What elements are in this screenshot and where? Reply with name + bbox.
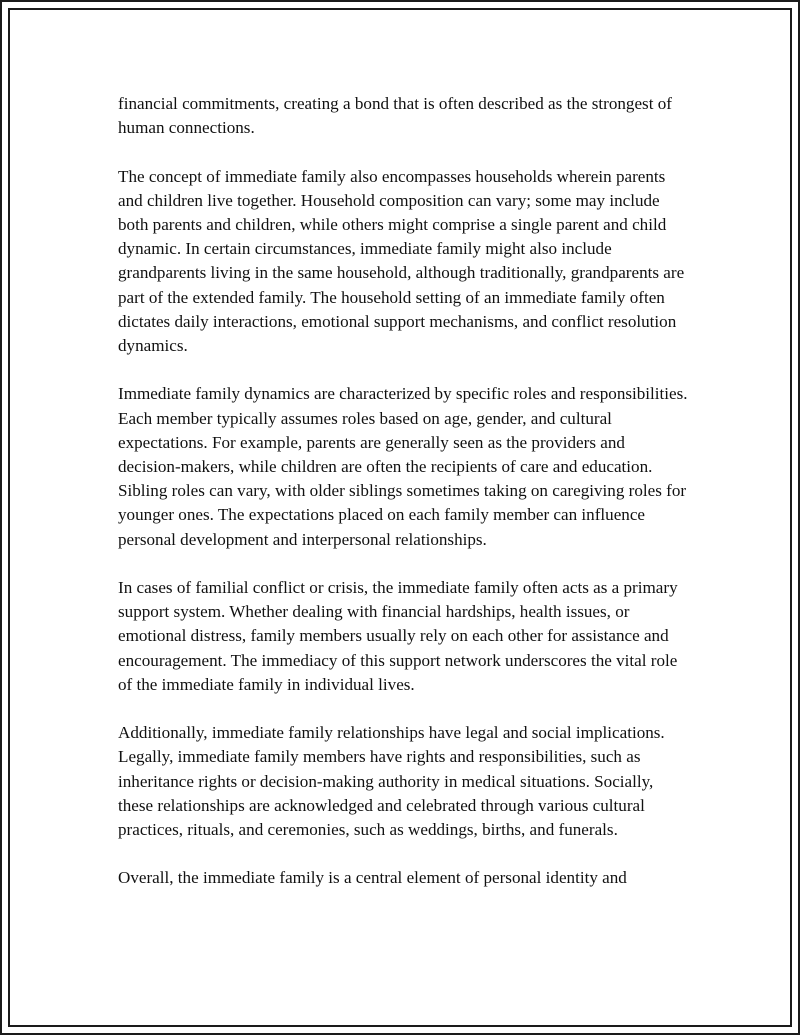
paragraph-1: financial commitments, creating a bond that is often described as the strongest of human connections.: [118, 94, 672, 138]
paragraph-4: In cases of familial conflict or crisis, the immediate family often acts as a primary support system. Whether dealing with financial hardships, health issues, or emotional distress, family members usually rely on each other for assistance and encouragement. The immediacy of this support network underscores the vital role of the immediate family in individual lives.: [118, 578, 678, 694]
document-body: [118, 92, 688, 891]
paragraph-2: The concept of immediate family also encompasses households wherein parents and children live together. Household composition can vary; some may include both parents and children, while others might comprise a single parent and child dynamic. In certain circumstances, immediate family might also include grandparents living in the same household, although traditionally, grandparents are part of the extended family. The household setting of an immediate family often dictates daily interactions, emotional support mechanisms, and conflict resolution dynamics.: [118, 166, 685, 356]
paragraph-3: Immediate family dynamics are characterized by specific roles and responsibilities. Each member typically assumes roles based on age, gender, and cultural expectations. For example, parents are generally seen as the providers and decision-makers, while children are often the recipients of care and education. Sibling roles can vary, with older siblings sometimes taking on caregiving roles for younger ones. The expectations placed on each family member can influence personal development and interpersonal relationships.: [118, 384, 688, 549]
paragraph-6: Overall, the immediate family is a central element of personal identity and: [118, 868, 627, 888]
paragraph-5: Additionally, immediate family relationships have legal and social implications. Legally, immediate family members have rights and responsibilities, such as inheritance rights or decision-making authority in medical situations. Socially, these relationships are acknowledged and celebrated through various cultural practices, rituals, and ceremonies, such as weddings, births, and funerals.: [118, 723, 665, 840]
